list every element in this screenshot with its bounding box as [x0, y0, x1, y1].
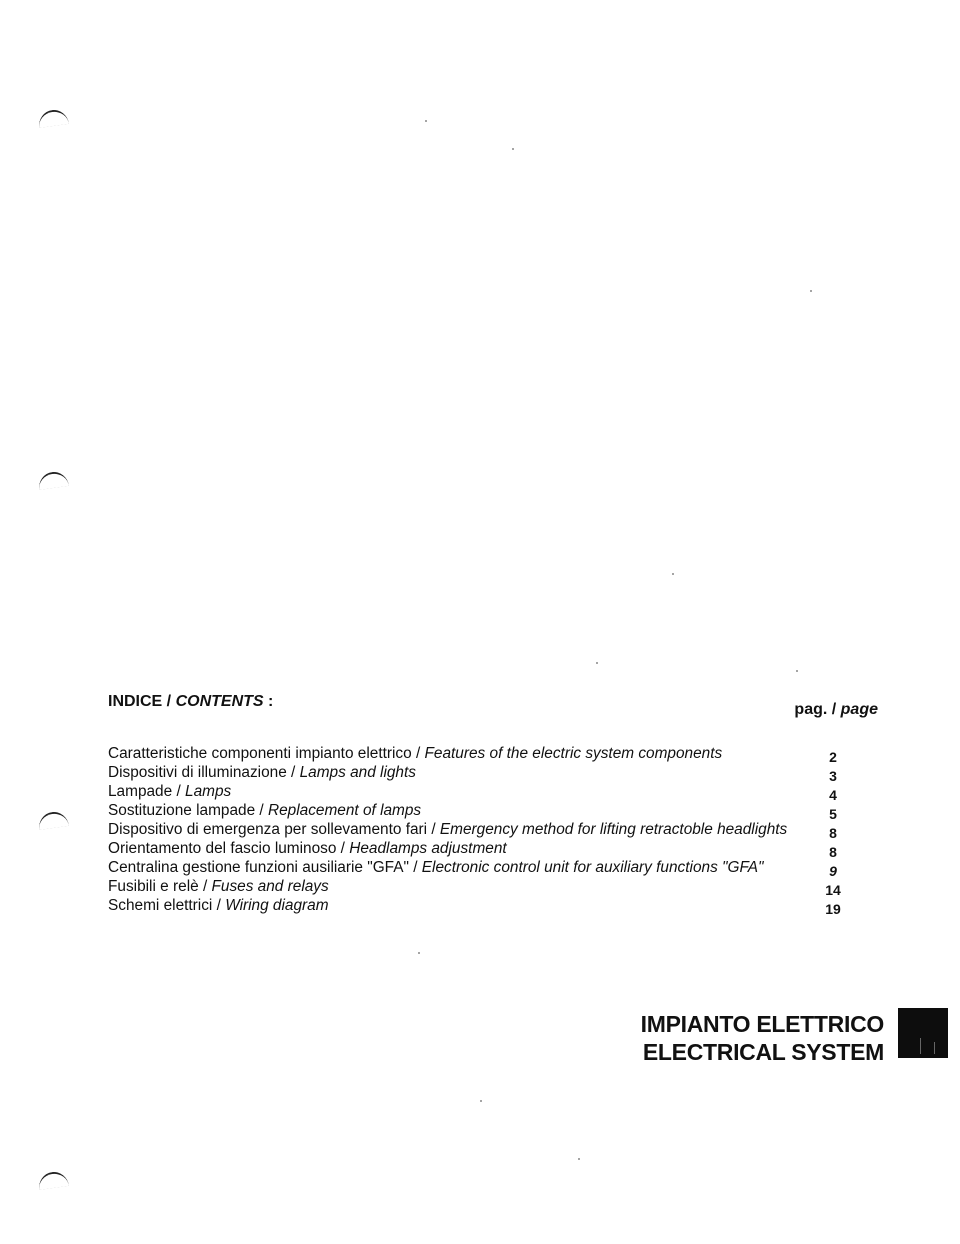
toc-entry-italian: Dispositivi di illuminazione / — [108, 764, 300, 781]
toc-page-number: 9 — [829, 863, 837, 879]
toc-page-number: 3 — [829, 768, 837, 784]
toc-entry[interactable] — [108, 896, 848, 915]
contents-header — [108, 693, 878, 718]
toc-entry[interactable] — [108, 858, 848, 877]
toc-entry-english: Electronic control unit for auxiliary functions "GFA" — [421, 859, 764, 876]
toc-page-number: 8 — [829, 825, 837, 841]
toc-entry[interactable] — [108, 763, 848, 782]
toc-entry-english: Wiring diagram — [225, 897, 329, 914]
toc-entry-italian: Lampade / — [108, 783, 186, 800]
toc-entry-italian: Orientamento del fascio luminoso / — [108, 840, 350, 857]
toc-page-number: 14 — [825, 882, 841, 898]
toc-entry-english: Features of the electric system components — [424, 745, 723, 762]
contents-title — [108, 693, 273, 711]
page-label-english: page — [840, 701, 878, 718]
toc-entry-english: Fuses and relays — [211, 878, 329, 895]
toc-entry[interactable] — [108, 744, 848, 763]
tab-scratch-mark — [920, 1038, 921, 1054]
toc-entry[interactable] — [108, 801, 848, 820]
toc-entry-english: Replacement of lamps — [268, 802, 422, 819]
toc-entry-italian: Sostituzione lampade / — [108, 802, 268, 819]
toc-entry-italian: Fusibili e relè / — [108, 878, 212, 895]
scan-speck — [672, 573, 674, 575]
toc-entry[interactable] — [108, 820, 848, 839]
section-title-english: ELECTRICAL SYSTEM — [642, 1039, 884, 1065]
scan-speck — [425, 120, 427, 122]
toc-entry-italian: Dispositivo di emergenza per sollevamento fari / — [108, 821, 440, 838]
binder-hole-mark — [37, 108, 69, 128]
table-of-contents — [108, 744, 848, 915]
toc-page-number: 5 — [829, 806, 837, 822]
scan-speck — [596, 662, 598, 664]
toc-entry-italian: Caratteristiche componenti impianto elettrico / — [108, 745, 425, 762]
page-label-italian: pag. / — [794, 701, 841, 718]
contents-title-english: CONTENTS — [175, 693, 264, 710]
toc-entry-italian: Centralina gestione funzioni ausiliarie "GFA" / — [108, 859, 422, 876]
scan-speck — [480, 1100, 482, 1102]
page-column-header — [794, 701, 878, 719]
toc-entry[interactable] — [108, 877, 848, 896]
toc-entry-english: Lamps — [185, 783, 232, 800]
scan-speck — [512, 148, 514, 150]
toc-entry[interactable] — [108, 782, 848, 801]
binder-hole-mark — [37, 1170, 69, 1190]
scan-speck — [418, 952, 420, 954]
contents-title-colon: : — [263, 693, 274, 710]
scan-speck — [796, 670, 798, 672]
scan-speck — [810, 290, 812, 292]
toc-page-number: 4 — [829, 787, 837, 803]
toc-entry[interactable] — [108, 839, 848, 858]
section-index-tab — [898, 1008, 948, 1058]
tab-scratch-mark — [934, 1042, 935, 1054]
toc-entry-italian: Schemi elettrici / — [108, 897, 226, 914]
toc-entry-english: Lamps and lights — [299, 764, 416, 781]
contents-title-italian: INDICE / — [108, 693, 176, 710]
toc-page-number: 2 — [829, 749, 837, 765]
toc-page-number: 8 — [829, 844, 837, 860]
section-title — [641, 1010, 884, 1066]
toc-entry-english: Emergency method for lifting retractoble headlights — [439, 821, 788, 838]
toc-entry-english: Headlamps adjustment — [349, 840, 507, 857]
scan-speck — [578, 1158, 580, 1160]
binder-hole-mark — [37, 810, 69, 830]
toc-page-number: 19 — [825, 901, 841, 917]
section-title-italian: IMPIANTO ELETTRICO — [640, 1011, 884, 1037]
binder-hole-mark — [37, 470, 69, 490]
